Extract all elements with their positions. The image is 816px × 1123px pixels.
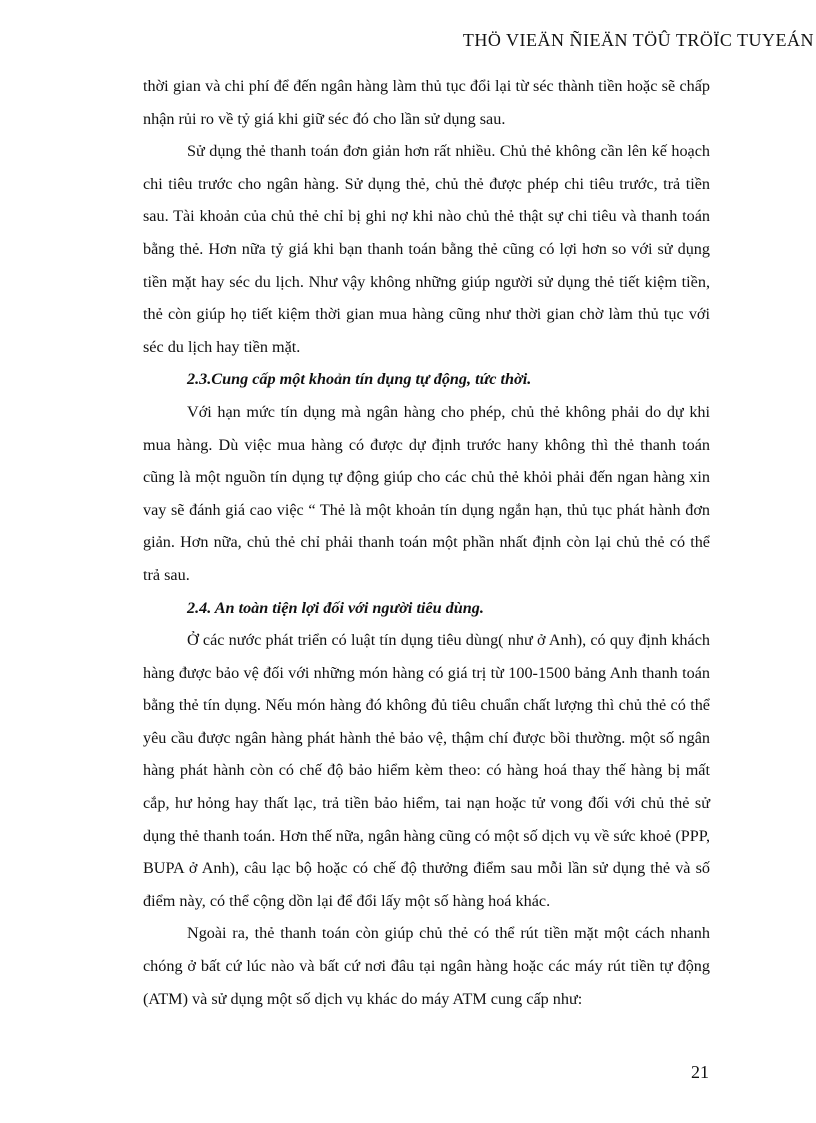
page-number: 21 [691,1062,709,1082]
paragraph-credit-line: Với hạn mức tín dụng mà ngân hàng cho phép, chủ thẻ không phải do dự khi mua hàng. Dù việc mua hàng có được dự định trước hany không thì thẻ thanh toán cũng là một nguồn tín dụng tự động giúp cho các chủ thẻ khỏi phải đến ngan hàng xin vay sẽ đánh giá cao việc “ Thẻ là một khoản tín dụng ngắn hạn, thủ tục phát hành đơn giản. Hơn nữa, chủ thẻ chỉ phải thanh toán một phần nhất định còn lại chủ thẻ có thể trả sau. [143,402,710,584]
page-body [143,70,710,1015]
paragraph-continued: thời gian và chi phí để đến ngân hàng làm thủ tục đổi lại từ séc thành tiền hoặc sẽ chấp nhận rủi ro về tỷ giá khi giữ séc đó cho lần sử dụng sau. [143,77,710,128]
running-header: THÖ VIEÄN ÑIEÄN TÖÛ TRÖÏC TUYEÁN [462,30,814,50]
paragraph-consumer-safety: Ở các nước phát triển có luật tín dụng tiêu dùng( như ở Anh), có quy định khách hàng được bảo vệ đối với những món hàng có giá trị từ 100-1500 bảng Anh thanh toán bằng thẻ tín dụng. Nếu món hàng đó không đủ tiêu chuẩn chất lượng thì chủ thẻ có thể yêu cầu được ngân hàng phát hành thẻ bảo vệ, thậm chí được bồi thường. một số ngân hàng phát hành còn có chế độ bảo hiểm kèm theo: có hàng hoá thay thế hàng bị mất cắp, hư hỏng hay thất lạc, trả tiền bảo hiểm, tai nạn hoặc tử vong đối với chủ thẻ sử dụng thẻ thanh toán. Hơn thế nữa, ngân hàng cũng có một số dịch vụ về sức khoẻ (PPP, BUPA ở Anh), câu lạc bộ hoặc có chế độ thưởng điểm sau mỗi lần sử dụng thẻ và số điểm này, có thể cộng dồn lại để đổi lấy một số hàng hoá khác. [143,631,710,910]
paragraph-card-simplicity: Sử dụng thẻ thanh toán đơn giản hơn rất nhiều. Chủ thẻ không cần lên kế hoạch chi tiêu trước cho ngân hàng. Sử dụng thẻ, chủ thẻ được phép chi tiêu trước, trả tiền sau. Tài khoản của chủ thẻ chỉ bị ghi nợ khi nào chủ thẻ thật sự chi tiêu và thanh toán bằng thẻ. Hơn nữa tỷ giá khi bạn thanh toán bằng thẻ cũng có lợi hơn so với sử dụng tiền mặt hay séc du lịch. Như vậy không những giúp người sử dụng thẻ tiết kiệm tiền, thẻ còn giúp họ tiết kiệm thời gian mua hàng cũng như thời gian chờ làm thủ tục với séc du lịch hay tiền mặt. [143,142,710,356]
section-heading-2-3: 2.3.Cung cấp một khoản tín dụng tự động, tức thời. [187,370,532,389]
paragraph-cash-withdrawal: Ngoài ra, thẻ thanh toán còn giúp chủ thẻ có thể rút tiền mặt một cách nhanh chóng ở bất cứ lúc nào và bất cứ nơi đâu tại ngân hàng hoặc các máy rút tiền tự động (ATM) và sử dụng một số dịch vụ khác do máy ATM cung cấp như: [143,924,710,1008]
section-heading-2-4: 2.4. An toàn tiện lợi đối với người tiêu dùng. [187,598,484,617]
